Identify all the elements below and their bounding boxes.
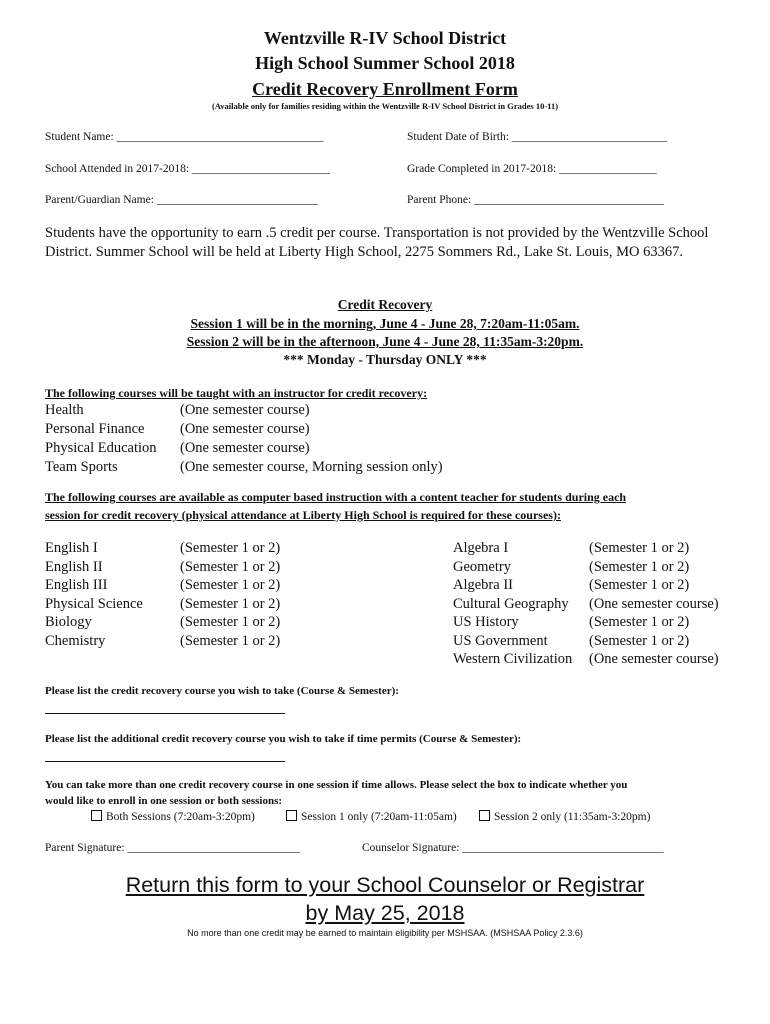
policy-note: No more than one credit may be earned to maintain eligibility per MSHSAA. (MSHSAA Policy 2.3.6) bbox=[187, 928, 583, 938]
course-detail: (One semester course) bbox=[180, 402, 310, 418]
course-name: Cultural Geography bbox=[453, 595, 569, 612]
course-name: Personal Finance bbox=[45, 421, 145, 437]
course-detail: (One semester course) bbox=[180, 421, 310, 437]
program-title: High School Summer School 2018 bbox=[255, 53, 515, 73]
primary-course-question: Please list the credit recovery course you wish to take (Course & Semester): bbox=[45, 685, 399, 697]
additional-course-question: Please list the additional credit recovery course you wish to take if time permits (Course & Semester): bbox=[45, 733, 522, 745]
course-name: Chemistry bbox=[45, 632, 106, 649]
course-name: Team Sports bbox=[45, 459, 118, 475]
course-name: Algebra I bbox=[453, 540, 509, 556]
course-detail: (Semester 1 or 2) bbox=[180, 540, 281, 556]
course-detail: (Semester 1 or 2) bbox=[180, 595, 281, 612]
course-name: US Government bbox=[453, 632, 548, 649]
availability-note: (Available only for families residing within the Wentzville R-IV School District in Grades 10-11) bbox=[211, 101, 559, 111]
sessions-question-line1: You can take more than one credit recovery course in one session if time allows. Please select the box to indicate whether you bbox=[45, 779, 628, 791]
course-name: English I bbox=[45, 540, 98, 556]
course-detail: (One semester course) bbox=[589, 595, 719, 612]
additional-course-answer-line[interactable] bbox=[45, 761, 285, 762]
course-detail: (Semester 1 or 2) bbox=[589, 632, 690, 649]
computer-courses-heading-line2: session for credit recovery (physical attendance at Liberty High School is required for these courses): bbox=[45, 508, 561, 522]
session2-label: Session 2 only (11:35am-3:20pm) bbox=[494, 811, 651, 823]
course-name: US History bbox=[453, 614, 519, 630]
return-deadline: by May 25, 2018 bbox=[305, 901, 465, 925]
session1-checkbox[interactable] bbox=[286, 810, 297, 821]
grade-completed-field[interactable]: Grade Completed in 2017-2018: _________________ bbox=[407, 163, 657, 175]
session1-option[interactable] bbox=[286, 810, 457, 823]
district-title: Wentzville R-IV School District bbox=[263, 28, 507, 48]
primary-course-answer-line[interactable] bbox=[45, 713, 285, 714]
course-name: Biology bbox=[45, 614, 92, 630]
course-detail: (Semester 1 or 2) bbox=[589, 540, 690, 556]
counselor-signature-field[interactable]: Counselor Signature: ___________________________________ bbox=[362, 842, 664, 854]
course-detail: (One semester course) bbox=[589, 651, 719, 667]
course-detail: (Semester 1 or 2) bbox=[589, 614, 690, 630]
parent-phone-field[interactable]: Parent Phone: _________________________________ bbox=[407, 194, 664, 206]
course-name: Physical Science bbox=[45, 595, 143, 612]
course-detail: (Semester 1 or 2) bbox=[180, 632, 281, 649]
course-name: English II bbox=[45, 558, 103, 575]
parent-signature-field[interactable]: Parent Signature: ______________________________ bbox=[45, 842, 300, 854]
course-detail: (One semester course) bbox=[180, 440, 310, 456]
course-name: Physical Education bbox=[45, 440, 157, 456]
student-name-field[interactable]: Student Name: ____________________________________ bbox=[45, 131, 324, 143]
school-attended-field[interactable]: School Attended in 2017-2018: ________________________ bbox=[45, 163, 330, 175]
credit-recovery-title: Credit Recovery bbox=[337, 297, 433, 312]
course-detail: (Semester 1 or 2) bbox=[589, 577, 690, 593]
course-detail: (One semester course, Morning session only) bbox=[180, 459, 443, 475]
computer-courses-heading-line1: The following courses are available as computer based instruction with a content teacher for students during each bbox=[45, 490, 627, 504]
session1-info: Session 1 will be in the morning, June 4 - June 28, 7:20am-11:05am. bbox=[190, 316, 580, 331]
course-name: English III bbox=[45, 577, 108, 593]
course-detail: (Semester 1 or 2) bbox=[180, 558, 281, 575]
course-detail: (Semester 1 or 2) bbox=[180, 614, 281, 630]
return-instruction-line1: Return this form to your School Counselor or Registrar bbox=[125, 873, 645, 897]
intro-paragraph: Students have the opportunity to earn .5 credit per course. Transportation is not provided by the Wentzville School District. Summer School will be held at Liberty High School, 2275 Sommers Rd., Lake St. Louis, MO 63367. bbox=[45, 225, 709, 260]
both-sessions-checkbox[interactable] bbox=[91, 810, 102, 821]
days-info: *** Monday - Thursday ONLY *** bbox=[283, 352, 487, 367]
form-title: Credit Recovery Enrollment Form bbox=[252, 79, 518, 99]
course-detail: (Semester 1 or 2) bbox=[589, 558, 690, 575]
session2-option[interactable] bbox=[479, 810, 650, 823]
course-name: Algebra II bbox=[453, 577, 513, 593]
both-sessions-label: Both Sessions (7:20am-3:20pm) bbox=[106, 811, 255, 823]
instructor-courses-heading: The following courses will be taught with an instructor for credit recovery: bbox=[45, 386, 428, 400]
course-detail: (Semester 1 or 2) bbox=[180, 577, 281, 593]
course-name: Geometry bbox=[453, 558, 511, 575]
course-name: Health bbox=[45, 402, 84, 418]
session2-checkbox[interactable] bbox=[479, 810, 490, 821]
both-sessions-option[interactable] bbox=[91, 810, 255, 823]
sessions-question-line2: would like to enroll in one session or both sessions: bbox=[45, 795, 283, 807]
student-dob-field[interactable]: Student Date of Birth: ___________________________ bbox=[407, 131, 668, 143]
session2-info: Session 2 will be in the afternoon, June 4 - June 28, 11:35am-3:20pm. bbox=[186, 334, 584, 349]
course-name: Western Civilization bbox=[453, 651, 573, 667]
session1-label: Session 1 only (7:20am-11:05am) bbox=[301, 811, 457, 823]
guardian-name-field[interactable]: Parent/Guardian Name: ____________________________ bbox=[45, 194, 318, 206]
